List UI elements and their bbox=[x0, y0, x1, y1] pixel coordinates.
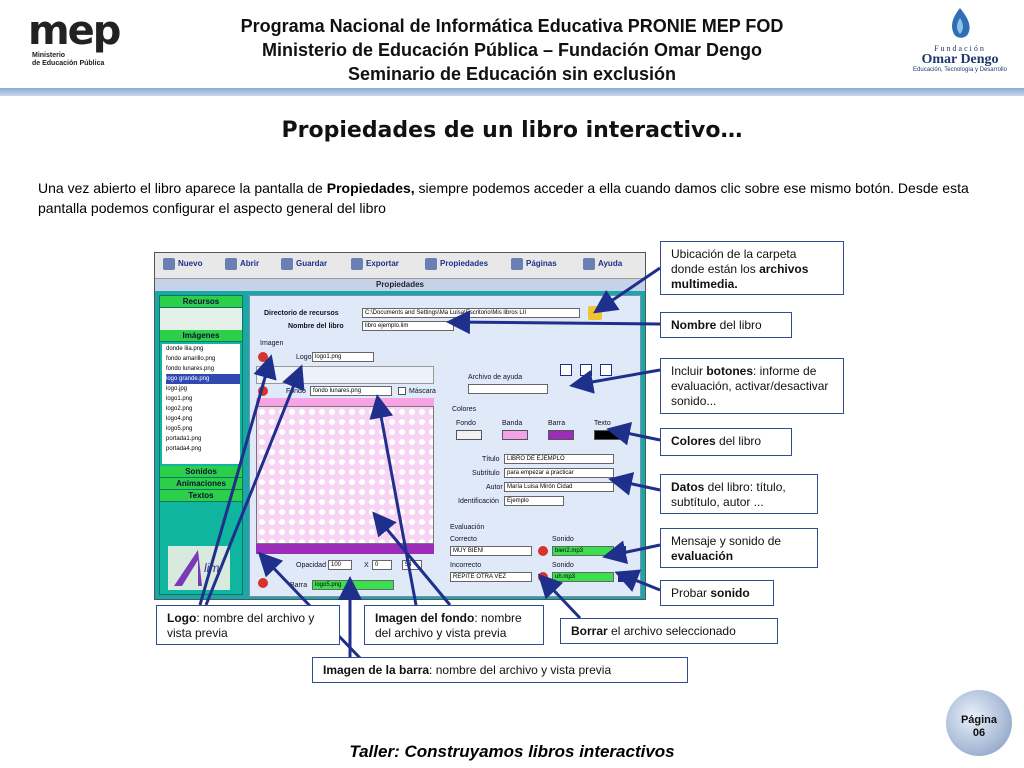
footer-title: Taller: Construyamos libros interactivos bbox=[349, 742, 675, 761]
logo-label: Logo bbox=[296, 354, 312, 361]
callout-colores: Colores del libro bbox=[660, 428, 792, 456]
mascara-label: Máscara bbox=[409, 388, 436, 395]
color-label-banda: Banda bbox=[502, 420, 523, 427]
color-swatch-texto[interactable] bbox=[594, 430, 620, 440]
file-list-item[interactable]: portada4.png bbox=[166, 446, 202, 452]
intro-text-2: siempre podemos acceder a ella cuando damos clic sobre ese mismo botón. Desde esta pantalla podemos configurar el aspecto general del libro bbox=[38, 180, 969, 216]
resources-toolbar bbox=[160, 308, 242, 330]
callout-ubicacion: Ubicación de la carpeta donde están los archivos multimedia. bbox=[660, 241, 844, 295]
folder-icon[interactable] bbox=[588, 306, 602, 320]
barra-label: Barra bbox=[290, 582, 308, 589]
name-field[interactable]: libro ejemplo.lim bbox=[362, 321, 454, 331]
band-preview bbox=[256, 398, 434, 406]
fod-logo bbox=[908, 4, 1012, 84]
toolbar-exportar[interactable]: Exportar bbox=[351, 258, 399, 270]
callout-mensaje: Mensaje y sonido de evaluación bbox=[660, 528, 818, 568]
file-list-item[interactable]: portada1.png bbox=[166, 436, 202, 442]
mep-logo-word: mep bbox=[28, 8, 120, 54]
intro-paragraph bbox=[38, 178, 998, 218]
header-title-line-1: Programa Nacional de Informática Educativa PRONIE MEP FOD bbox=[240, 16, 784, 36]
callout-probar: Probar sonido bbox=[660, 580, 774, 606]
file-list-item[interactable]: logo.jpg bbox=[166, 386, 188, 392]
callout-botones: Incluir botones: informe de evaluación, activar/desactivar sonido... bbox=[660, 358, 844, 414]
file-list bbox=[162, 344, 240, 464]
autor-field[interactable]: María Luisa Mirón Cidad bbox=[504, 482, 614, 492]
toolbar-ayuda[interactable]: Ayuda bbox=[583, 258, 622, 270]
fod-logo-top: Fundación bbox=[934, 44, 986, 53]
y-field[interactable]: 54 bbox=[402, 560, 422, 570]
delete-barra-icon[interactable] bbox=[258, 578, 268, 588]
tab-animations[interactable]: Animaciones bbox=[160, 478, 242, 490]
mep-logo bbox=[22, 8, 132, 70]
sonido1-field[interactable]: bien2.mp3 bbox=[552, 546, 614, 556]
name-label: Nombre del libro bbox=[288, 323, 344, 330]
barra-field[interactable]: logo5.png bbox=[312, 580, 394, 590]
x-label: X bbox=[364, 562, 369, 569]
logo-preview bbox=[256, 366, 434, 384]
sonido2-label: Sonido bbox=[552, 562, 574, 569]
mascara-checkbox[interactable] bbox=[398, 387, 406, 395]
file-list-item[interactable]: logo5.png bbox=[166, 426, 193, 432]
intro-text-1: Una vez abierto el libro aparece la pantalla de bbox=[38, 180, 327, 196]
callout-fondo: Imagen del fondo: nombre del archivo y vista previa bbox=[364, 605, 544, 645]
file-list-item[interactable]: logo grande.png bbox=[166, 374, 240, 384]
color-label-texto: Texto bbox=[594, 420, 611, 427]
color-swatch-fondo[interactable] bbox=[456, 430, 482, 440]
toolbar-paginas[interactable]: Páginas bbox=[511, 258, 557, 270]
delete-sonido2-icon[interactable] bbox=[538, 572, 548, 582]
callout-datos: Datos del libro: título, subtítulo, autor ... bbox=[660, 474, 818, 514]
ayuda-label: Archivo de ayuda bbox=[468, 374, 523, 381]
imagen-group-label: Imagen bbox=[260, 340, 284, 347]
incorrecto-field[interactable]: REPITE OTRA VEZ bbox=[450, 572, 532, 582]
delete-fondo-icon[interactable] bbox=[258, 386, 268, 396]
header-titles bbox=[140, 14, 884, 86]
dir-label: Directorio de recursos bbox=[264, 310, 339, 317]
lim-logo bbox=[168, 546, 230, 590]
dir-field[interactable]: C:\Documents and Settings\Ma Luisa\Escritorio\Mis libros LII bbox=[362, 308, 580, 318]
svg-text:lim: lim bbox=[204, 561, 220, 575]
file-list-item[interactable]: fondo lunares.png bbox=[166, 366, 215, 372]
callout-nombre: Nombre del libro bbox=[660, 312, 792, 338]
background-preview bbox=[256, 406, 434, 544]
page-number: 06 bbox=[972, 727, 986, 739]
page-badge bbox=[946, 690, 1012, 756]
toolbar-nuevo[interactable]: Nuevo bbox=[163, 258, 202, 270]
resources-header: Recursos bbox=[160, 296, 242, 308]
properties-screenshot bbox=[154, 252, 646, 600]
mep-logo-subtitle: Ministerio de Educación Pública bbox=[32, 52, 105, 67]
sonido2-field[interactable]: uh.mp3 bbox=[552, 572, 614, 582]
opacidad-label: Opacidad bbox=[296, 562, 326, 569]
tab-sounds[interactable]: Sonidos bbox=[160, 466, 242, 478]
fondo-field[interactable]: fondo lunares.png bbox=[310, 386, 392, 396]
color-swatch-banda[interactable] bbox=[502, 430, 528, 440]
callout-barra: Imagen de la barra: nombre del archivo y vista previa bbox=[312, 657, 688, 683]
file-list-item[interactable]: donde lila.png bbox=[166, 346, 204, 352]
subtitulo-label: Subtítulo bbox=[472, 470, 500, 477]
slide-title: Propiedades de un libro interactivo… bbox=[281, 118, 743, 143]
play-sound-1-icon[interactable] bbox=[618, 546, 626, 556]
sonido1-label: Sonido bbox=[552, 536, 574, 543]
evaluacion-group-label: Evaluación bbox=[450, 524, 485, 531]
toolbar-propiedades[interactable]: Propiedades bbox=[425, 258, 488, 270]
intro-text-bold: Propiedades, bbox=[326, 180, 415, 196]
tab-texts[interactable]: Textos bbox=[160, 490, 242, 502]
resources-panel bbox=[159, 295, 243, 595]
opacidad-field[interactable]: 100 bbox=[328, 560, 352, 570]
x-field[interactable]: 0 bbox=[372, 560, 392, 570]
fod-flame-icon bbox=[946, 6, 974, 42]
header-divider bbox=[0, 88, 1024, 96]
titulo-label: Título bbox=[482, 456, 500, 463]
toolbar-abrir[interactable]: Abrir bbox=[225, 258, 259, 270]
delete-sonido1-icon[interactable] bbox=[538, 546, 548, 556]
properties-form bbox=[249, 295, 641, 597]
titulo-field[interactable]: LIBRO DE EJEMPLO bbox=[504, 454, 614, 464]
colores-group-label: Colores bbox=[452, 406, 477, 413]
correcto-label: Correcto bbox=[450, 536, 477, 543]
file-list-item[interactable]: logo1.png bbox=[166, 396, 193, 402]
app-toolbar bbox=[155, 253, 645, 279]
subtitulo-field[interactable]: para empezar a practicar bbox=[504, 468, 614, 478]
fondo-label: Fondo bbox=[286, 388, 306, 395]
callout-logo: Logo: nombre del archivo y vista previa bbox=[156, 605, 340, 645]
fod-logo-name: Omar Dengo bbox=[921, 52, 999, 67]
header-title-line-3: Seminario de Educación sin exclusión bbox=[347, 64, 677, 84]
callout-borrar: Borrar el archivo seleccionado bbox=[560, 618, 778, 644]
correcto-field[interactable]: MUY BIEN! bbox=[450, 546, 532, 556]
sound-toggle-icon[interactable] bbox=[580, 364, 592, 376]
page-label: Página bbox=[960, 714, 998, 726]
info-button-icon[interactable] bbox=[560, 364, 572, 376]
screen-button-icon[interactable] bbox=[600, 364, 612, 376]
file-list-item[interactable]: logo2.png bbox=[166, 406, 193, 412]
tab-images[interactable]: Imágenes bbox=[160, 330, 242, 342]
ident-field[interactable]: Ejemplo bbox=[504, 496, 564, 506]
autor-label: Autor bbox=[486, 484, 503, 491]
toolbar-guardar[interactable]: Guardar bbox=[281, 258, 327, 270]
bar-preview bbox=[256, 544, 434, 554]
file-list-item[interactable]: fondo amarillo.png bbox=[166, 356, 216, 362]
ident-label: Identificación bbox=[458, 498, 499, 505]
header-title-line-2: Ministerio de Educación Pública – Fundación Omar Dengo bbox=[261, 40, 763, 60]
app-window-title: Propiedades bbox=[155, 279, 645, 291]
logo-field[interactable]: logo1.png bbox=[312, 352, 374, 362]
color-swatch-barra[interactable] bbox=[548, 430, 574, 440]
incorrecto-label: Incorrecto bbox=[450, 562, 482, 569]
color-label-barra: Barra bbox=[548, 420, 566, 427]
color-label-fondo: Fondo bbox=[456, 420, 476, 427]
ayuda-field[interactable] bbox=[468, 384, 548, 394]
fod-logo-tag: Educación, Tecnología y Desarrollo bbox=[913, 67, 1007, 73]
file-list-item[interactable]: logo4.png bbox=[166, 416, 193, 422]
play-sound-2-icon[interactable] bbox=[618, 572, 626, 582]
delete-logo-icon[interactable] bbox=[258, 352, 268, 362]
